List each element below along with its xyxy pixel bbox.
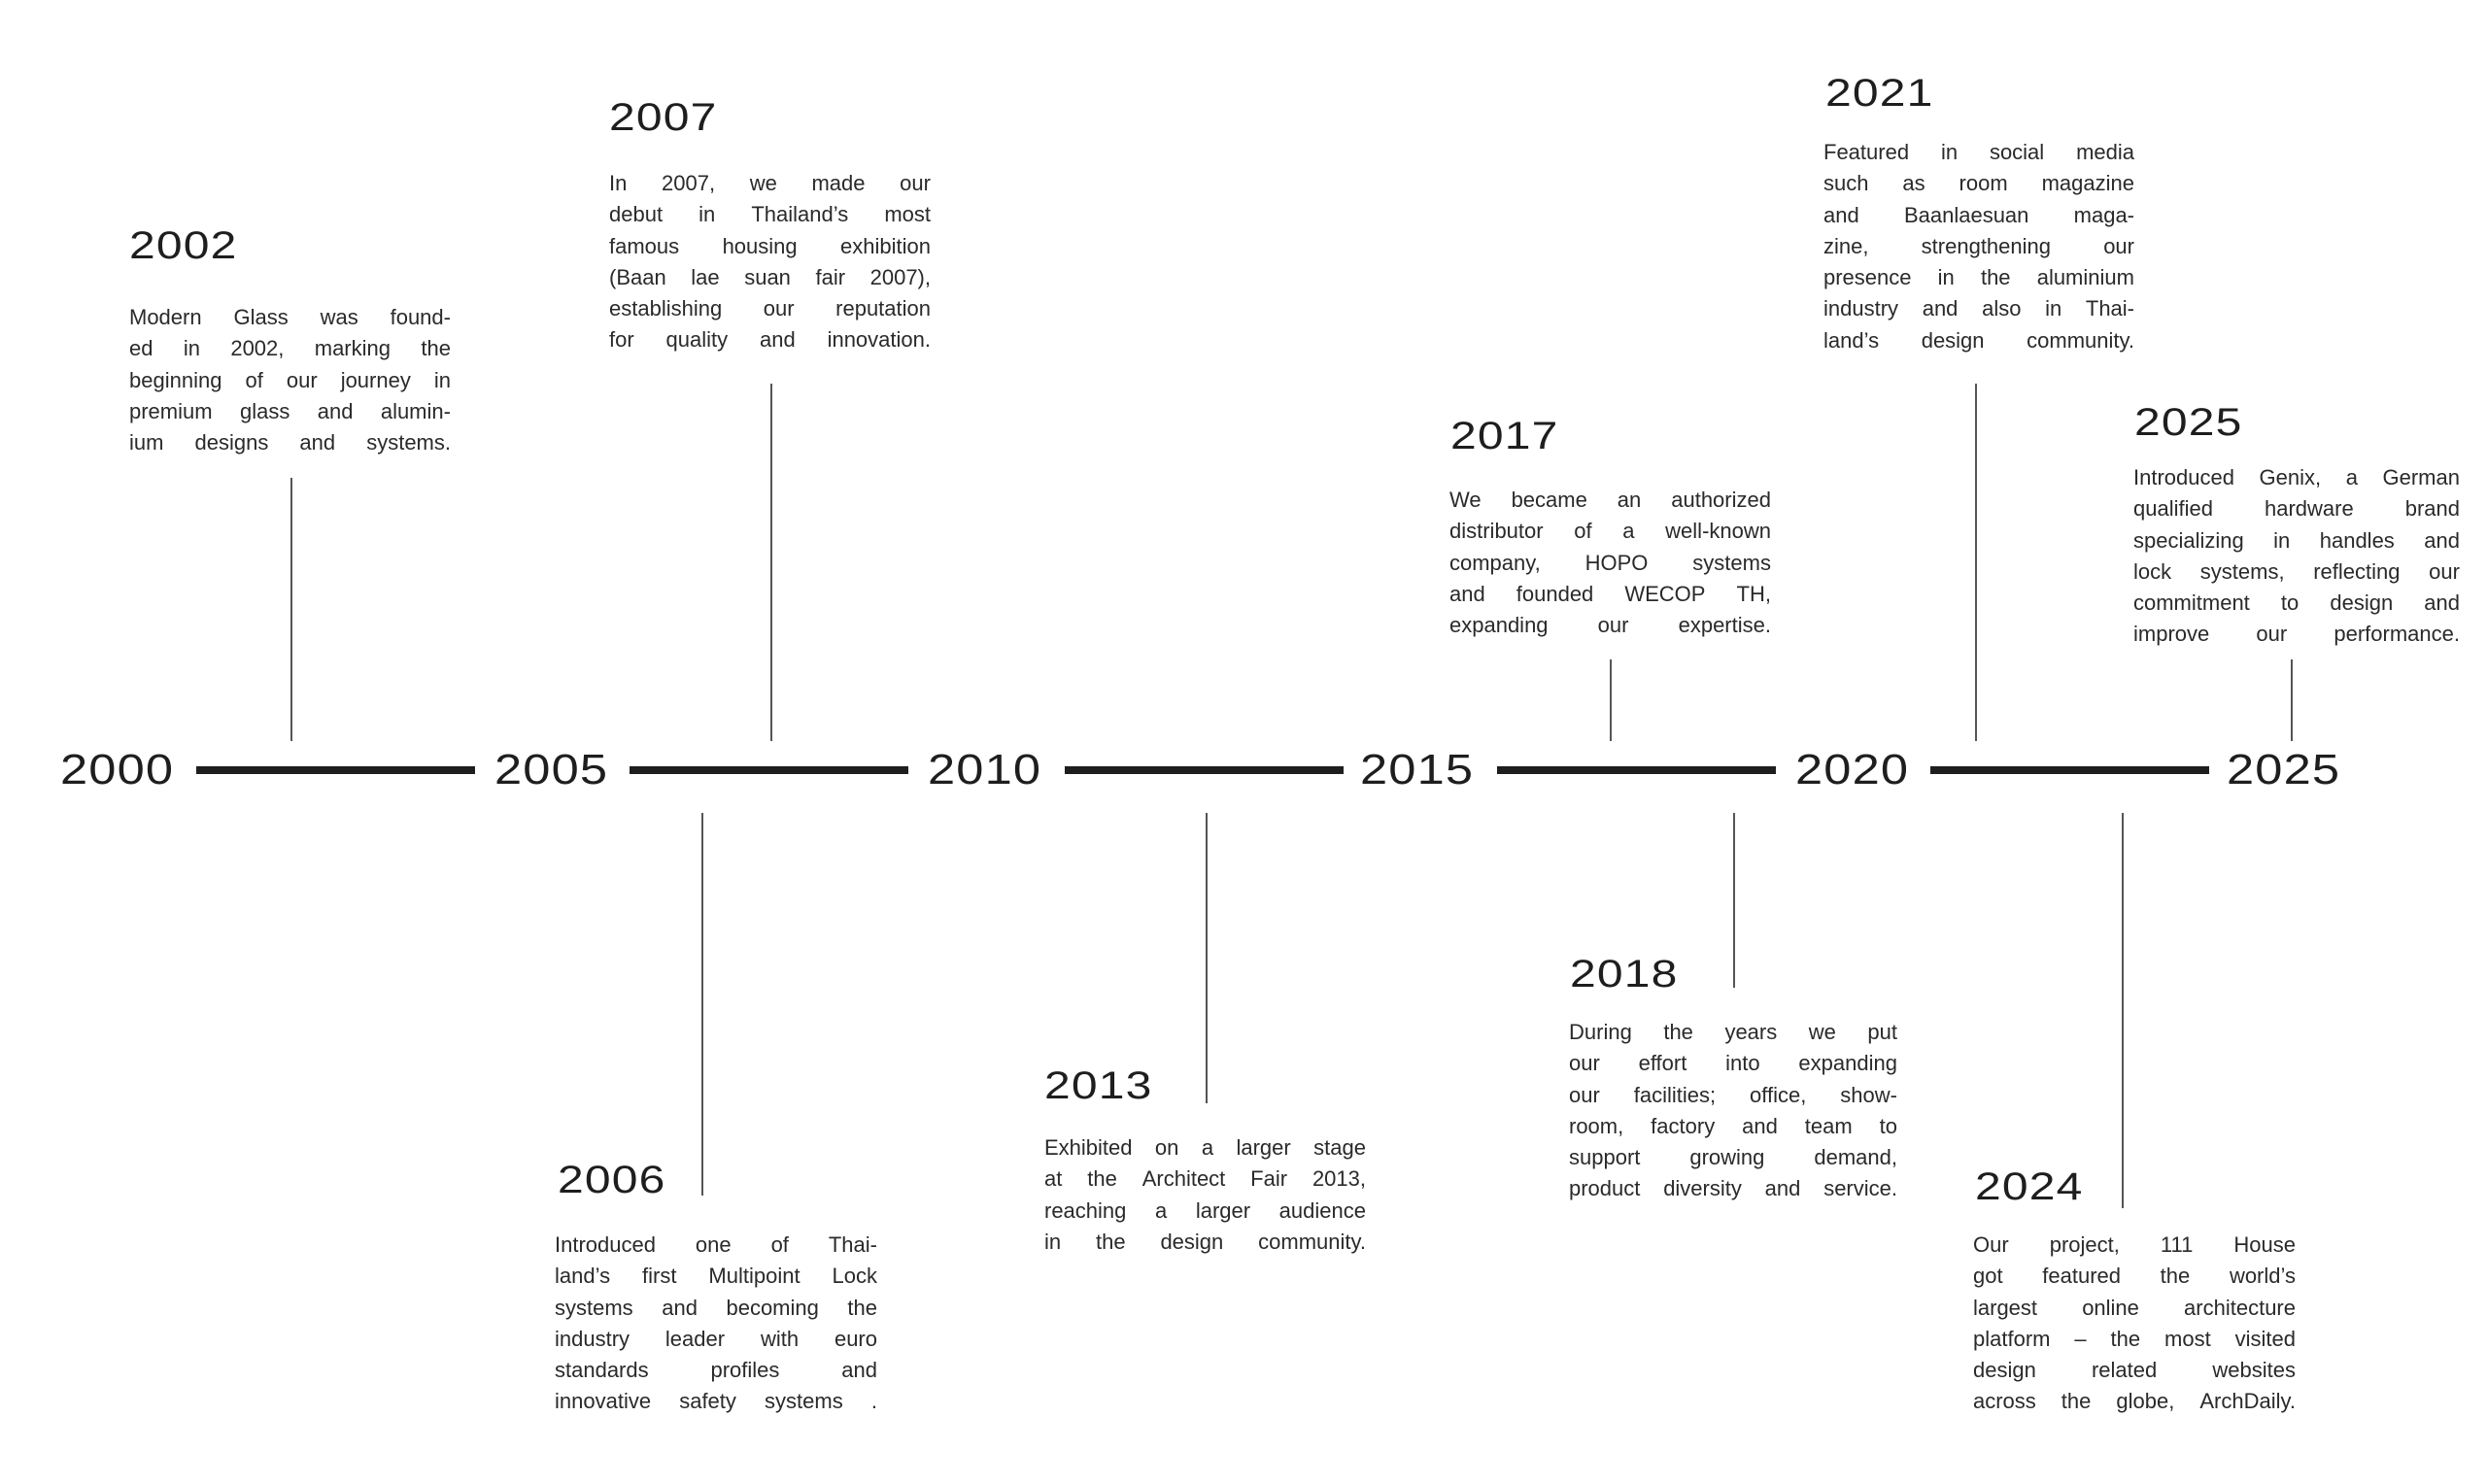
event-year: 2025 <box>2134 401 2243 444</box>
axis-segment <box>1065 766 1344 774</box>
description-line: product diversity and service. <box>1569 1176 1897 1201</box>
event-description <box>1569 1017 1897 1205</box>
description-line: innovative safety systems . <box>555 1389 877 1414</box>
description-line: our effort into expanding <box>1569 1051 1897 1076</box>
description-line: in the design community. <box>1044 1229 1366 1254</box>
description-line: such as room magazine <box>1823 171 2134 196</box>
axis-label-2005: 2005 <box>494 746 609 793</box>
description-line: premium glass and alumin- <box>129 398 451 423</box>
description-line: Introduced one of Thai- <box>555 1232 877 1257</box>
description-line: industry and also in Thai- <box>1823 296 2134 321</box>
description-line: Modern Glass was found- <box>129 305 451 329</box>
description-line: famous housing exhibition <box>609 233 931 258</box>
description-line: for quality and innovation. <box>609 327 931 353</box>
connector-line <box>770 384 772 741</box>
description-line: land’s first Multipoint Lock <box>555 1264 877 1289</box>
description-line: Our project, 111 House <box>1973 1232 2296 1257</box>
description-line: distributor of a well-known <box>1449 519 1771 544</box>
description-line: standards profiles and <box>555 1358 877 1383</box>
event-year: 2007 <box>609 96 718 139</box>
description-line: (Baan lae suan fair 2007), <box>609 264 931 289</box>
description-line: ed in 2002, marking the <box>129 336 451 361</box>
event-year: 2021 <box>1825 72 1934 115</box>
description-line: During the years we put <box>1569 1020 1897 1044</box>
axis-label-2000: 2000 <box>60 746 175 793</box>
event-year: 2013 <box>1044 1064 1153 1107</box>
description-line: and founded WECOP TH, <box>1449 581 1771 606</box>
axis-label-2010: 2010 <box>928 746 1042 793</box>
connector-line <box>701 813 703 1196</box>
axis-label-2020: 2020 <box>1795 746 1910 793</box>
event-year: 2017 <box>1450 415 1559 457</box>
event-description <box>1449 485 1771 641</box>
description-line: ium designs and systems. <box>129 430 451 455</box>
axis-segment <box>1930 766 2209 774</box>
description-line: and Baanlaesuan maga- <box>1823 202 2134 227</box>
event-description <box>2133 462 2460 651</box>
description-line: We became an authorized <box>1449 488 1771 512</box>
event-description <box>129 302 451 458</box>
description-line: specializing in handles and <box>2133 527 2460 553</box>
connector-line <box>290 478 292 741</box>
description-line: In 2007, we made our <box>609 171 931 195</box>
description-line: reaching a larger audience <box>1044 1197 1366 1223</box>
connector-line <box>1975 384 1977 741</box>
description-line: land’s design community. <box>1823 327 2134 353</box>
axis-label-2015: 2015 <box>1360 746 1475 793</box>
event-year: 2018 <box>1570 953 1679 995</box>
description-line: qualified hardware brand <box>2133 496 2460 522</box>
description-line: presence in the aluminium <box>1823 265 2134 290</box>
description-line: design related websites <box>1973 1358 2296 1383</box>
description-line: industry leader with euro <box>555 1326 877 1351</box>
description-line: company, HOPO systems <box>1449 550 1771 575</box>
description-line: room, factory and team to <box>1569 1113 1897 1138</box>
description-line: our facilities; office, show- <box>1569 1082 1897 1107</box>
description-line: commitment to design and <box>2133 590 2460 616</box>
description-line: systems and becoming the <box>555 1295 877 1320</box>
description-line: largest online architecture <box>1973 1295 2296 1320</box>
event-year: 2006 <box>558 1159 666 1201</box>
description-line: debut in Thailand’s most <box>609 202 931 227</box>
description-line: lock systems, reflecting our <box>2133 558 2460 584</box>
description-line: Featured in social media <box>1823 140 2134 164</box>
description-line: zine, strengthening our <box>1823 233 2134 258</box>
description-line: improve our performance. <box>2133 622 2460 647</box>
connector-line <box>1206 813 1208 1103</box>
description-line: expanding our expertise. <box>1449 613 1771 638</box>
event-description <box>609 168 931 356</box>
description-line: across the globe, ArchDaily. <box>1973 1389 2296 1414</box>
axis-segment <box>630 766 908 774</box>
connector-line <box>2291 659 2293 741</box>
axis-segment <box>196 766 475 774</box>
description-line: Introduced Genix, a German <box>2133 465 2460 489</box>
event-description <box>1973 1230 2296 1418</box>
description-line: support growing demand, <box>1569 1145 1897 1170</box>
event-year: 2024 <box>1975 1165 2084 1208</box>
event-description <box>1823 137 2134 356</box>
description-line: got featured the world’s <box>1973 1264 2296 1289</box>
connector-line <box>2122 813 2124 1208</box>
axis-segment <box>1497 766 1776 774</box>
description-line: establishing our reputation <box>609 296 931 321</box>
connector-line <box>1733 813 1735 988</box>
axis-label-2025: 2025 <box>2227 746 2341 793</box>
connector-line <box>1610 659 1612 741</box>
event-description <box>555 1230 877 1418</box>
event-year: 2002 <box>129 224 238 267</box>
description-line: Exhibited on a larger stage <box>1044 1135 1366 1160</box>
event-description <box>1044 1132 1366 1258</box>
description-line: at the Architect Fair 2013, <box>1044 1166 1366 1192</box>
description-line: platform – the most visited <box>1973 1326 2296 1351</box>
description-line: beginning of our journey in <box>129 367 451 392</box>
